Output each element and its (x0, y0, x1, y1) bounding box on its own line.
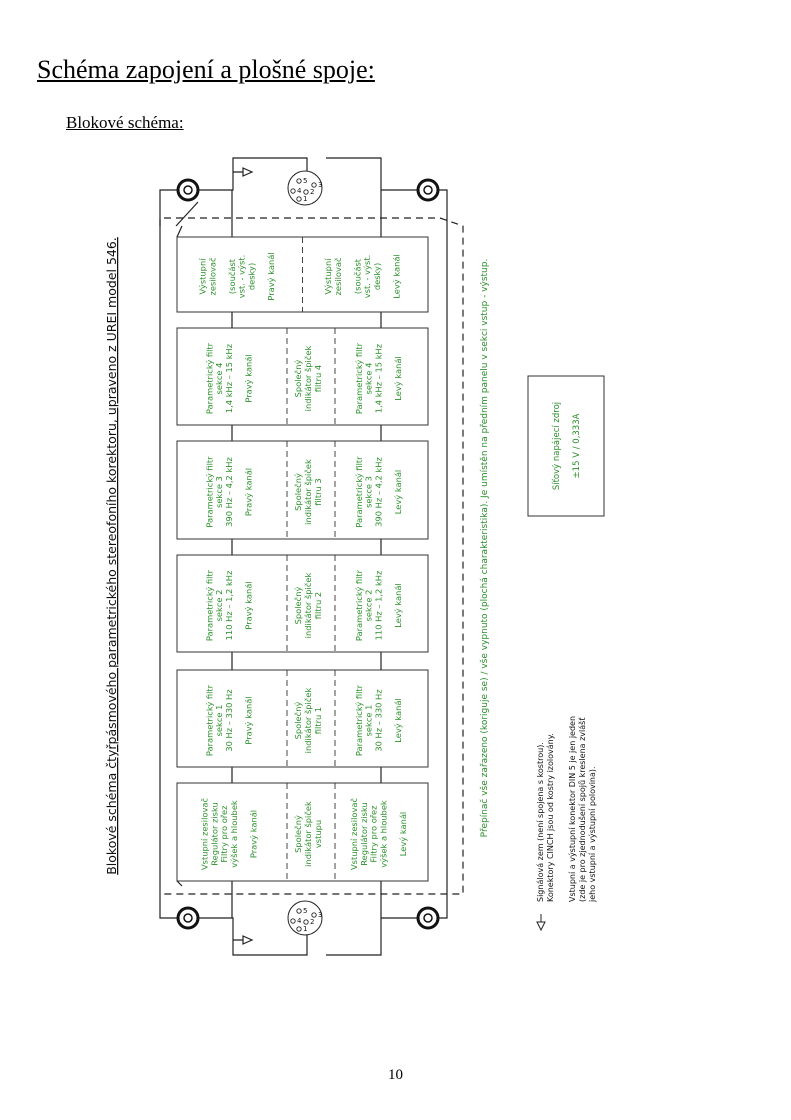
din-pin-label: 4 (297, 187, 302, 195)
left-channel-label: 390 Hz – 4,2 kHz (373, 457, 384, 527)
right-channel-label: 30 Hz – 330 Hz (224, 689, 234, 752)
din-pin-label: 3 (318, 911, 323, 919)
right-channel-label: Parametrický filtr (204, 456, 215, 528)
peak-indicator-label: indikátor špiček (303, 572, 313, 639)
switch-note: Přepínač vše zařazeno (koriguje se) / vše vypnuto (plochá charakteristika). Je umístěn na předním panelu v sekci vstup - výstup. (480, 258, 490, 838)
right-channel-label: sekce 1 (214, 704, 225, 737)
power-supply-label: Síťový napájecí zdroj (552, 401, 562, 491)
left-channel-label: zesilovač (332, 257, 343, 296)
right-channel-label: sekce 4 (214, 362, 225, 395)
left-channel-label: sekce 1 (363, 704, 374, 737)
page-number: 10 (388, 1067, 403, 1083)
right-channel-label: Vstupní zesilovač (199, 797, 210, 871)
cinch-connector-icon (418, 180, 438, 200)
legend-ground-line2: Konektory CINCH jsou od kostry izolovány. (546, 733, 555, 902)
din-pin-label: 1 (303, 925, 308, 933)
peak-indicator-label: Společný (293, 473, 304, 511)
left-channel-label: sekce 2 (363, 589, 374, 622)
left-channel-label: Levý kanál (398, 811, 408, 857)
left-channel-label: Parametrický filtr (353, 456, 364, 528)
left-channel-label: vst. - výst. (362, 254, 373, 299)
peak-indicator-label: indikátor špiček (303, 687, 313, 754)
right-channel-label: sekce 3 (214, 476, 225, 508)
left-channel-label: sekce 3 (363, 476, 374, 508)
right-channel-label: Pravý kanál (243, 581, 254, 630)
right-channel-label: Pravý kanál (248, 809, 259, 859)
left-channel-label: Vstupní zesilovač (349, 797, 359, 871)
peak-indicator-label: Společný (293, 815, 304, 853)
left-channel-label: Parametrický filtr (353, 569, 364, 642)
right-channel-label: sekce 2 (214, 589, 225, 622)
left-channel-label: 30 Hz – 330 Hz (373, 689, 384, 752)
peak-indicator-label: indikátor špiček (303, 801, 313, 867)
peak-indicator-label: filtru 4 (312, 364, 323, 393)
left-channel-label: Parametrický filtr (353, 342, 364, 415)
right-channel-label: (součást (226, 258, 237, 295)
peak-indicator-label: filtru 1 (312, 706, 323, 735)
din-pin-label: 5 (303, 177, 308, 185)
legend-din-line3: jeho vstupní a výstupní polovina). (588, 766, 597, 902)
right-channel-label: zesilovač (207, 257, 218, 296)
peak-indicator-label: filtru 3 (312, 478, 323, 506)
left-channel-label: Levý kanál (393, 583, 404, 628)
din-pin-label: 3 (318, 181, 323, 189)
left-channel-label: Regulátor zisku (358, 802, 369, 866)
peak-indicator-label: Společný (293, 586, 304, 625)
right-channel-label: 1,4 kHz – 15 kHz (224, 343, 234, 414)
cinch-connector-icon (178, 180, 198, 200)
right-channel-label: Pravý kanál (243, 467, 254, 517)
right-channel-label: výšek a hloubek (228, 800, 239, 868)
right-channel-label: Výstupní (197, 258, 208, 295)
peak-indicator-label: indikátor špiček (303, 345, 313, 412)
peak-indicator-label: vstupu (312, 819, 323, 849)
right-channel-label: Pravý kanál (266, 252, 276, 301)
legend-ground-line1: Signálová zem (není spojena s kostrou). (536, 742, 545, 902)
left-channel-label: Levý kanál (393, 698, 404, 743)
diagram-caption: Blokové schéma čtyřpásmového parametrického stereofoního korektoru, upraveno z UREI model 546. (104, 237, 119, 875)
right-channel-label: Parametrický filtr (204, 342, 215, 415)
left-channel-label: Výstupní (323, 258, 333, 295)
right-channel-label: Filtry pro ořez (219, 805, 230, 863)
legend-din-line2: (zde je pro zjednodušení spojů kreslena zvlášť (578, 717, 587, 902)
right-channel-label: desky) (246, 262, 257, 291)
page-title: Schéma zapojení a plošné spoje: (37, 55, 375, 84)
right-channel-label: Pravý kanál (243, 696, 254, 745)
right-channel-label: Regulátor zisku (209, 802, 220, 866)
din-pin-label: 2 (310, 188, 315, 196)
peak-indicator-label: Společný (293, 701, 304, 740)
peak-indicator-label: Společný (293, 359, 304, 398)
left-channel-label: (součást (352, 258, 363, 295)
peak-indicator-label: filtru 2 (312, 591, 323, 620)
din-pin-label: 2 (310, 918, 315, 926)
left-channel-label: Filtry pro ořez (368, 805, 379, 863)
peak-indicator-label: indikátor špiček (303, 459, 313, 525)
right-channel-label: Pravý kanál (243, 354, 254, 403)
section-title: Blokové schéma: (66, 113, 184, 132)
right-channel-label: Parametrický filtr (204, 569, 215, 642)
legend-din-line1: Vstupní a výstupní konektor DIN 5 je jen jeden (568, 715, 577, 902)
left-channel-label: desky) (371, 262, 382, 291)
left-channel-label: Levý kanál (391, 254, 402, 299)
left-channel-label: 110 Hz – 1,2 kHz (373, 570, 384, 641)
din-pin-label: 4 (297, 917, 302, 925)
left-channel-label: výšek a hloubek (378, 800, 389, 868)
din-pin-label: 1 (303, 195, 308, 203)
right-channel-label: vst. - výst. (236, 254, 247, 299)
right-channel-label: 390 Hz – 4,2 kHz (224, 457, 234, 527)
left-channel-label: Levý kanál (393, 469, 404, 515)
right-channel-label: 110 Hz – 1,2 kHz (224, 570, 234, 641)
legend (536, 716, 597, 930)
left-channel-label: Levý kanál (393, 356, 404, 401)
din5-connector-icon (288, 171, 322, 205)
left-channel-label: sekce 4 (363, 362, 374, 395)
din5-connector-icon (288, 901, 322, 935)
left-channel-label: 1,4 kHz – 15 kHz (373, 343, 384, 414)
din-pin-label: 5 (303, 907, 308, 915)
cinch-connector-icon (418, 908, 438, 928)
power-supply-block (528, 376, 604, 516)
signal-ground-icon (537, 914, 545, 930)
left-channel-label: Parametrický filtr (353, 684, 364, 757)
cinch-connector-icon (178, 908, 198, 928)
power-supply-value: ±15 V / 0,333A (572, 413, 582, 479)
right-channel-label: Parametrický filtr (204, 684, 215, 757)
